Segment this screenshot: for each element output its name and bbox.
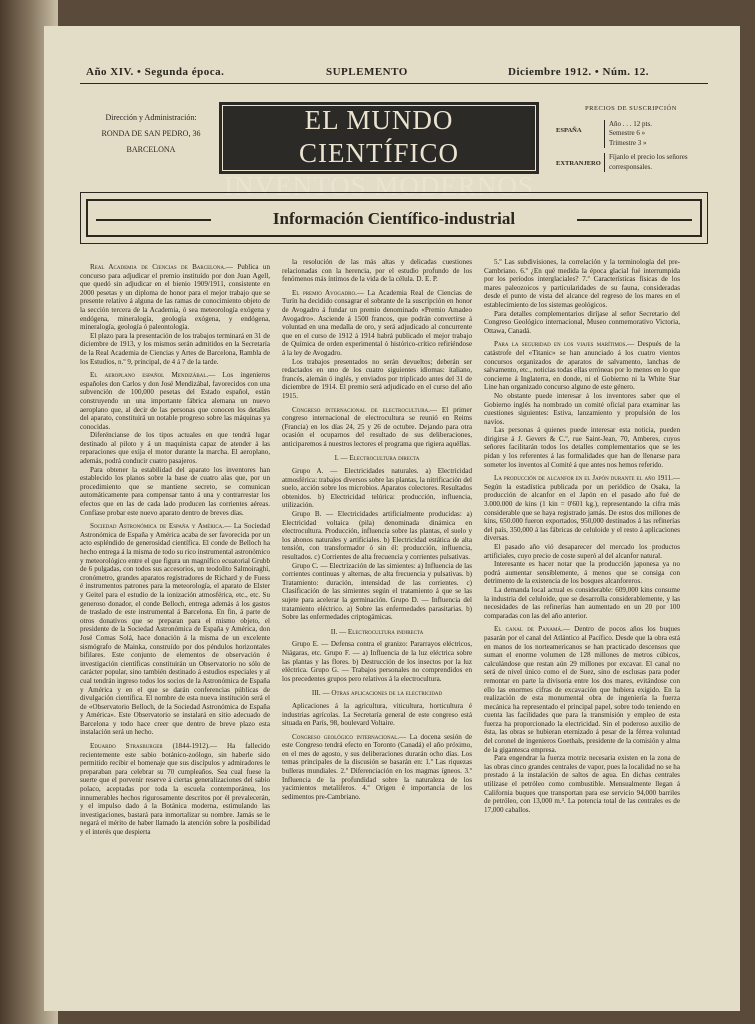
column-2 bbox=[282, 258, 472, 801]
article-paragraph bbox=[80, 742, 270, 837]
article-paragraph bbox=[80, 522, 270, 737]
article-text: — La Sociedad Astronómica de España y América acaba de ser favorecida por un acto espléndido de generosidad científica. El conde de Belloch ha hecho entrega á la misma de todo su rico instrumental astronómico y meteorológico entre el que figura un magnífico ecuatorial Grubb de 6 pulgadas, con todos sus accesorios, un teodolito Salmoiraghi, cronómetro, grandes aparatos registradores de Richard y de Fuess é instrumentos patrones para la meteorología, el aparato de Elster y Geitel para el estudio de la ionización atmosférica, etc., etc. Su generoso donador, el conde Belloch, entrega además á los gastos de traslado de este instrumental á Barcelona. En fin, á parte de otros donativos que se preparan para el mismo objeto, el presidente de la Sociedad Astronómica de España y América, don José Comas Solá, hace donación á la misma de un excelente sismógrafo de Mainka, construído por dos péndulos horizontales bifilares. Este conjunto de elementos de observación é investigación científicas constituirán un Observatorio no sólo de carácter popular, sino también destinado á estudios especiales y al cual tendrán ingreso todos los socios de la Astronómica de España y América y en el que se darán conferencias públicas de divulgación científica. El nombre de esta nueva institución será el de «Observatorio Belloch, de la Sociedad Astronómica de España y América». Este Observatorio se instalará en sitio adecuado de Barcelona y todo hace creer que dentro de breve plazo esta instalación será un hecho. bbox=[80, 522, 270, 737]
article-text: Diferéncianse de los tipos actuales en que tendrá lugar destinado al piloto y á un maquinista capaz de atender á las reparaciones que exija el motor durante la marcha. El aeroplano, además, podrá conducir cuatro pasajeros. bbox=[80, 431, 270, 466]
prices-abroad bbox=[556, 153, 706, 172]
spain-trimester: Trimestre 3 » bbox=[609, 138, 647, 147]
article-paragraph bbox=[282, 562, 472, 622]
article-paragraph bbox=[80, 431, 270, 465]
abroad-label: EXTRANJERO bbox=[556, 160, 601, 167]
article-text: — Los ingenieros españoles don Carlos y don José Mendizábal, favorecidos con una subvención de 100,000 pesetas del Estado español, están construyendo un una importante fábrica alemana un nuevo aeroplano que, al decir de las personas que conocen los detalles del aparato, constituirá un notable progreso sobre las máquinas ya conocidas. bbox=[80, 371, 270, 431]
article-heading: Eduardo Strasburger (1844-1912). bbox=[90, 742, 210, 751]
article-text: La demanda local actual es considerable: 609,000 kins consume la industria del celuloide, que se desarrolla considerablemente, y las necesidades de las refinerías han aumentado en un 20 por 100 comparadas con las del año anterior. bbox=[484, 585, 680, 620]
article-paragraph bbox=[484, 625, 680, 754]
article-heading: Para la seguridad en los viajes marítimos. bbox=[494, 340, 628, 349]
article-paragraph bbox=[484, 392, 680, 426]
article-text: Para engendrar la fuerza motriz necesaria existen en la zona de las obras cinco grandes centrales de vapor, pues la localidad no se ha prestado á la instalación de saltos de agua. En dichas centrales utilízase el petróleo como combustible. Mensualmente llegan á California buques que transportan para ese servicio 94,000 barriles de petróleo, con 13,000 m.³. La potencia total de las centrales es de 17,000 caballos. bbox=[484, 754, 680, 814]
admin-city: BARCELONA bbox=[126, 145, 176, 154]
article-text: III. — Otras aplicaciones de la electricidad bbox=[311, 689, 443, 698]
abroad-text: Fíjanlo el precio los señores corresponsales. bbox=[604, 153, 706, 172]
issue-info: Año XIV. • Segunda época. bbox=[86, 66, 225, 78]
article-text: I. — Electrocultura directa bbox=[334, 454, 420, 463]
article-text: El pasado año vió desaparecer del mercado los productos artificiales, cuyo precio de coste superó al del alcanfor natural. bbox=[484, 543, 680, 560]
article-paragraph bbox=[80, 332, 270, 366]
article-paragraph bbox=[80, 263, 270, 332]
article-text: Grupo B. — Electricidades artificialmente producidas: a) Electricidad voltaica (pila) denominada dinámica en electrocultura. Producción, influencia sobre las plantas, el suelo y los abonos naturales y artificiales. b) Electricidad estática de alta tensión, con transformador ó sin él: producción, influencia, resultados. c) Corrientes de alta frecuencia y corrientes pulsativas. bbox=[282, 510, 472, 561]
article-text: Grupo C. — Electrización de las simientes: a) Influencia de las corrientes continuas y alternas, de alta frecuencia y pulsativas. b) Tratamiento: duración, intensidad de las corrientes. c) Clasificación de las simientes según el tratamiento á que se las sujete para acelerar la germinación. Grupo D. — Influencia del tratamiento eléctrico. a) Sobre las enfermedades parasitarias. b) Sobre las enfermedades criptogámicas. bbox=[282, 561, 472, 622]
article-text: Para obtener la estabilidad del aparato los inventores han establecido los planos sobre la base de cuatro alas que, por un procedimiento que se mantiene secreto, se comunican automáticamente para compensar tanto á una y contrarrestar los efectos que en las de cada lado producen las corrientes aéreas. Confíase probar este nuevo aparato dentro de breves días. bbox=[80, 465, 270, 517]
article-paragraph bbox=[282, 358, 472, 401]
article-paragraph bbox=[484, 586, 680, 620]
article-paragraph bbox=[282, 689, 472, 698]
article-heading: Real Academia de Ciencias de Barcelona. bbox=[90, 263, 226, 271]
article-paragraph bbox=[484, 426, 680, 469]
article-heading: Congreso internacional de electrocultura. bbox=[292, 405, 430, 414]
spain-semester: Semestre 6 » bbox=[609, 129, 646, 137]
article-paragraph bbox=[484, 310, 680, 336]
article-paragraph bbox=[484, 560, 680, 586]
subscription-prices bbox=[556, 104, 706, 177]
prices-spain bbox=[556, 120, 706, 149]
article-text: Grupo A. — Electricidades naturales. a) Electricidad atmosférica: trabajos diversos sobre las plantas, la nitrificación del suelo, acción sobre los microbios. Aparatos colectores. Resultados obtenidos. b) Electricidad telúrica: producción, influencia, utilización. bbox=[282, 467, 472, 510]
section-title: Información Científico-industrial bbox=[272, 209, 516, 228]
article-paragraph bbox=[484, 754, 680, 814]
article-text: Las personas á quienes puede interesar esta noticia, pueden dirigirse á J. Gevers & C.º, rue Saint-Jean, 70, Amberes, cuyos señores facilitarán todos los detalles complementarios que se les pidan y los referentes á las formalidades que han de llenarse para someter los inventos al Comité á que antes nos hemos referido. bbox=[484, 426, 680, 469]
admin-address: RONDA DE SAN PEDRO, 36 bbox=[101, 129, 201, 138]
masthead-line1: EL MUNDO CIENTÍFICO bbox=[299, 105, 459, 168]
article-text: — Según la estadística publicada por un periódico de Osaka, la producción de alcanfor en el Japón en el pasado año fué de 3.000.000 de kins (1 kin = 0'601 kg.), representando la cifra más considerable que se haya registrado jamás. De estos dos millones de kins, 650.000 fueron exportados, 950,000 destinados á las refinerías del país, 350,000 á las fábricas de celuloide y el resto á aplicaciones diversas. bbox=[484, 474, 680, 543]
article-heading: Sociedad Astronómica de España y América. bbox=[90, 522, 225, 531]
article-heading: El canal de Panamá. bbox=[494, 625, 563, 634]
article-text: No obstante puede interesar á los inventores saber que el Gobierno inglés ha nombrado un comité oficial para examinar las cuestiones siguientes: Estiva, lanzamiento y propulsión de los navíos. bbox=[484, 391, 680, 426]
article-text: El plazo para la presentación de los trabajos terminará en 31 de diciembre de 1913, y los mismos serán admitidos en la Secretaría de la Real Academia de Ciencias y Artes de Barcelona, Rambla de los Estudios, n.º 9, principal, de 4 á 7 de la tarde. bbox=[80, 331, 270, 366]
article-text: — Publica un concurso para adjudicar el premio instituído por don Juan Agell, que quedó sin adjudicar en el bienio 1909/1911, consistente en 2000 pesetas y un diploma de honor para el mejor trabajo que se presente relativo á alguna de las ramas de conocimiento objeto de la sección tercera de la Academia, ó sea meteorología exógena y endógena, mineralogía, geología exógena, y endógena, mineralogía, geología ó paleontología. bbox=[80, 263, 270, 332]
masthead-line2: INVENTOS MODERNOS bbox=[224, 171, 534, 201]
article-paragraph bbox=[282, 640, 472, 683]
article-text: — Después de la catástrofe del «Titanic» se han anunciado á los cuatro vientos concursos organizados de aparatos de salvamento, lanchas de salvamento, etc., noticias todas ellas erróneas por lo menos en lo que concierne á Inglaterra, en donde, ni el Gobierno ni la White Star Line han organizado concurso alguno de este género. bbox=[484, 340, 680, 392]
article-text: Aplicaciones á la agricultura, viticultura, horticultura é industrias agrícolas. La Secretaría general de este congreso está situada en París, 98, boulevard Voltaire. bbox=[282, 701, 472, 728]
article-heading: El aeroplano español Mendizábal. bbox=[90, 371, 209, 380]
article-paragraph bbox=[282, 258, 472, 284]
article-paragraph bbox=[80, 371, 270, 431]
admin-label: Dirección y Administración: bbox=[105, 113, 197, 122]
article-text: Para detalles complementarios diríjase al señor Secretario del Congreso Geológico internacional, Museo conmemorativo Victoria, Ottawa, Canadá. bbox=[484, 309, 680, 335]
article-paragraph bbox=[282, 467, 472, 510]
article-text: Interesante es hacer notar que la producción japonesa ya no podrá aumentar sensiblemente, á menos que se consiga con detrimento de la existencia de los bosques alcanforeros. bbox=[484, 560, 680, 586]
supplement-label: SUPLEMENTO bbox=[326, 66, 408, 78]
section-banner bbox=[80, 192, 708, 244]
article-paragraph bbox=[484, 340, 680, 392]
article-paragraph bbox=[282, 454, 472, 463]
column-1 bbox=[80, 258, 270, 837]
article-paragraph bbox=[484, 474, 680, 543]
article-paragraph bbox=[282, 702, 472, 728]
prices-title: PRECIOS DE SUSCRIPCIÓN bbox=[585, 105, 677, 112]
article-paragraph bbox=[282, 289, 472, 358]
article-heading: Congreso geológico internacional. bbox=[292, 732, 400, 741]
header-rule bbox=[80, 83, 708, 84]
admin-block bbox=[86, 110, 216, 158]
article-text: 5.º Las subdivisiones, la correlación y la terminología del pre-Cambriano. 6.º ¿En qué medida la época glacial fué interrumpida por los períodos interglaciales? 7.º Características físicas de los mares paleozoicos y particularidades de su fauna, consideradas desde el punto de vista del alcance del regreso de los mares en el establecimiento de los sistemas geológicos. bbox=[484, 258, 680, 309]
article-text: — La docena sesión de este Congreso tendrá efecto en Toronto (Canadá) el año próximo, en el mes de agosto, y sus deliberaciones durarán ocho días. Los temas principales de la discusión se basarán en: 1.º Las riquezas bulleras mundiales. 2.º Diferenciación en los magmas ígneos. 3.º Influencia de la profundidad sobre la naturaleza de los yacimientos metalíferos. 4.º Origen é importancia de los sedimentos pre-Cambriano. bbox=[282, 732, 473, 801]
spain-label: ESPAÑA bbox=[556, 126, 582, 134]
article-text: Los trabajos presentados no serán devueltos; deberán ser redactados en uno de los cuatro siguientes idiomas: italiano, francés, alemán ó inglés, y enviados por triplicado antes del 31 de diciembre de 1914. El premio será adjudicado en el curso del año 1915. bbox=[282, 357, 472, 400]
article-heading: La producción de alcanfor en el Japón durante el año 1911. bbox=[494, 474, 673, 483]
spain-year: Año . . . 12 pts. bbox=[609, 119, 652, 128]
article-paragraph bbox=[282, 733, 472, 802]
article-text: la resolución de las más altas y delicadas cuestiones relacionadas con la herencia, por el estudio profundo de los fenómenos más íntimos de la vida de la célula. D. E. P. bbox=[282, 258, 472, 284]
article-paragraph bbox=[484, 543, 680, 560]
article-paragraph bbox=[282, 406, 472, 449]
issue-date: Diciembre 1912. • Núm. 12. bbox=[508, 66, 649, 78]
article-text: — Dentro de pocos años los buques pasarán por el canal del Atlántico al Pacífico. Desde que la obra está en manos de los norteamericanos se han practicado descensos que suman el enorme volumen de 128 millones de metros cúbicos, calculándose que restan aún 29 millones por excavar. El canal no será de nivel único como el de Suez, sino de esclusas para poder remontar en parte la divisoria entre los dos mares, evitándose con ello las enormes cifras de excavación que hubiera exigido. En la realización de esta monumental obra de ingeniería la fuerza mecánica ha representado el principal papel, sobre todo teniendo en cuenta las facilidades que para la transmisión y empleo de esta fuerza ha proporcionado la electricidad. Sin el poderoso auxilio de ésta, las obras se hubieran eternizado á pesar de la férrea voluntad del coronel de ingenieros Goethals, presidente de la comisión y alma de la gigantesca empresa. bbox=[484, 625, 680, 754]
article-heading: El premio Avogadro. bbox=[292, 288, 357, 297]
masthead bbox=[219, 102, 539, 201]
article-text: II. — Electrocultura indirecta bbox=[330, 627, 424, 636]
article-paragraph bbox=[484, 258, 680, 310]
article-paragraph bbox=[282, 628, 472, 637]
article-text: Grupo E. — Defensa contra el granizo: Pararrayos eléctricos, Niágaras, etc. Grupo F. — a) Influencia de la luz eléctrica sobre las plantas y las flores. b) Destrucción de los insectos por la luz eléctrica. Grupo G. — Trabajos personales no comprendidos en los precedentes grupos pero relativos á la electrocultura. bbox=[282, 640, 472, 683]
article-text: — La Academia Real de Ciencias de Turín ha decidido consagrar el sobrante de la suscripción en honor de Avogadro á fundar un premio denominado «Premio Amadeo Avogadro». Asciende á 1500 francos, que podrán convertirse á voluntad en una medalla de oro, y será adjudicado al concurrente que en el curso de 1912 á 1914 habrá publicado el mejor trabajo de Química de orden experimental ó histórico-crítico refiriéndose á la ley de Avogadro. bbox=[282, 288, 472, 357]
article-paragraph bbox=[80, 466, 270, 518]
column-3 bbox=[484, 258, 680, 814]
article-text: — Ha fallecido recientemente este sabio botánico-zoólogo, sin haberle sido permitido recibir el homenaje que sus discípulos y admiradores le preparaban para celebrar su 70 cumpleaños. Sea cual fuese la suerte que el porvenir reserve á ciertas generalizaciones del sabio polaco, aceptadas por toda la escuela contemporánea, los innumerables hechos rigurosamente descritos por él prevalecerán, y el impulso dado á la Botánica moderna, estimulando las investigaciones, bastará para inmortalizar su nombre. Jamás se le negará el mérito de haber llamado la atención sobre la posibilidad y el interés que despierta bbox=[80, 742, 270, 836]
article-text: — El primer congreso internacional de electrocultura se reunió en Reims (Francia) en los días 24, 25 y 26 de octubre. Dejando para otra ocasión el ocuparnos del resultado de sus deliberaciones, anticiparemos á nuestros lectores el programa que rigiera aquéllas. bbox=[282, 405, 472, 448]
article-paragraph bbox=[282, 510, 472, 562]
